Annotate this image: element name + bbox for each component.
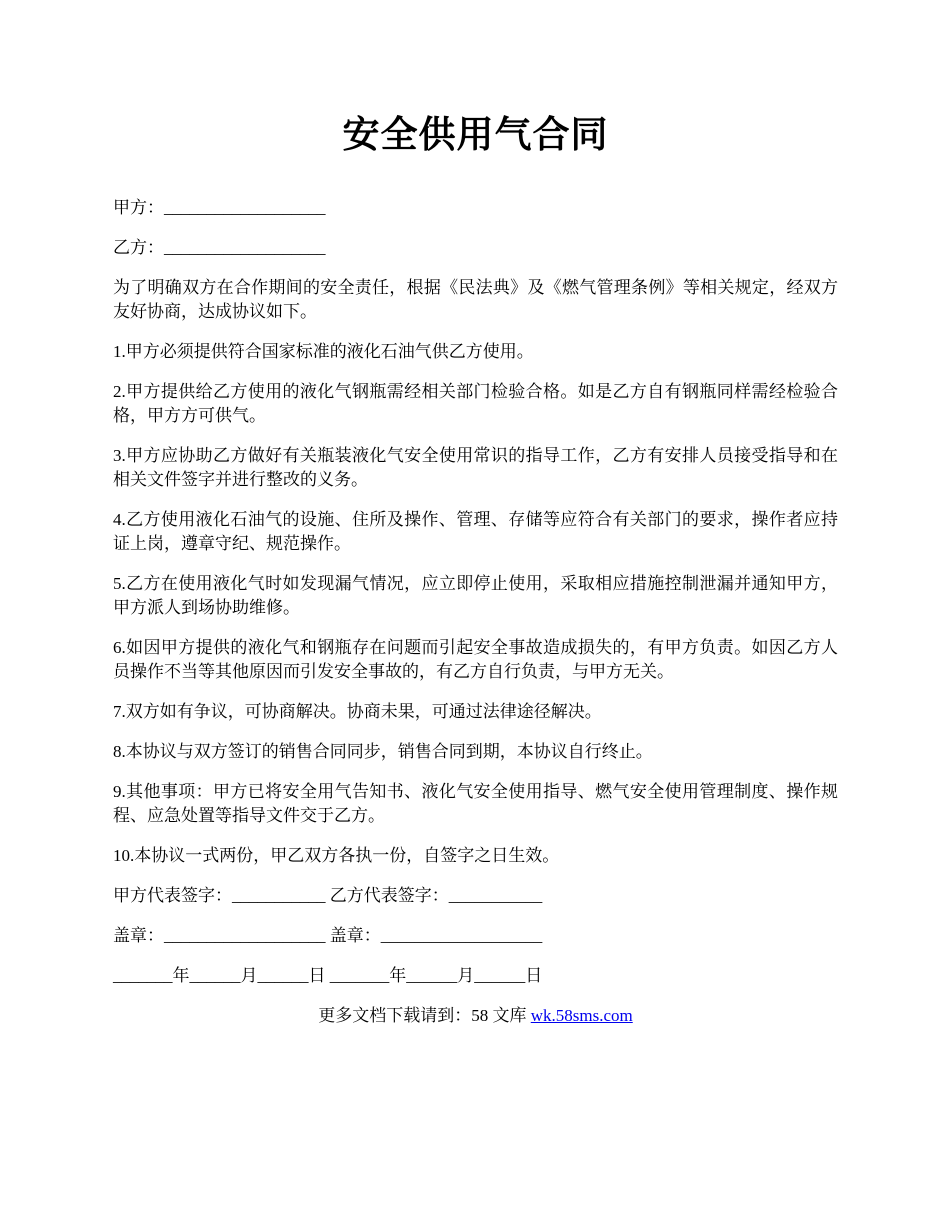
footer-text: 更多文档下载请到：58 文库 [318,1006,531,1025]
clause-1: 1.甲方必须提供符合国家标准的液化石油气供乙方使用。 [113,342,534,361]
clause-9: 9.其他事项：甲方已将安全用气告知书、液化气安全使用指导、燃气安全使用管理制度、操作规程、应急处置等指导文件交于乙方。 [113,782,838,825]
document-page [113,110,838,1028]
download-footer [113,1004,838,1028]
party-a-line: 甲方：___________________ [113,198,326,217]
clause-7: 7.双方如有争议，可协商解决。协商未果，可通过法律途径解决。 [113,702,602,721]
intro-paragraph: 为了明确双方在合作期间的安全责任，根据《民法典》及《燃气管理条例》等相关规定，经双方友好协商，达成协议如下。 [113,278,838,321]
party-b-line: 乙方：___________________ [113,238,326,257]
seal-line: 盖章：___________________ 盖章：___________________ [113,926,543,945]
document-title: 安全供用气合同 [342,115,609,156]
clause-8: 8.本协议与双方签订的销售合同同步，销售合同到期，本协议自行终止。 [113,742,653,761]
clause-10: 10.本协议一式两份，甲乙双方各执一份，自签字之日生效。 [113,846,560,865]
footer-link[interactable]: wk.58sms.com [530,1006,633,1025]
clause-2: 2.甲方提供给乙方使用的液化气钢瓶需经相关部门检验合格。如是乙方自有钢瓶同样需经检验合格，甲方方可供气。 [113,382,838,425]
clause-4: 4.乙方使用液化石油气的设施、住所及操作、管理、存储等应符合有关部门的要求，操作者应持证上岗，遵章守纪、规范操作。 [113,510,838,553]
clause-5: 5.乙方在使用液化气时如发现漏气情况，应立即停止使用，采取相应措施控制泄漏并通知甲方，甲方派人到场协助维修。 [113,574,838,617]
date-line: _______年______月______日 _______年______月______日 [113,966,543,985]
clause-6: 6.如因甲方提供的液化气和钢瓶存在问题而引起安全事故造成损失的，有甲方负责。如因乙方人员操作不当等其他原因而引发安全事故的，有乙方自行负责，与甲方无关。 [113,638,838,681]
clause-3: 3.甲方应协助乙方做好有关瓶装液化气安全使用常识的指导工作，乙方有安排人员接受指导和在相关文件签字并进行整改的义务。 [113,446,838,489]
signature-line: 甲方代表签字：___________ 乙方代表签字：___________ [113,886,543,905]
